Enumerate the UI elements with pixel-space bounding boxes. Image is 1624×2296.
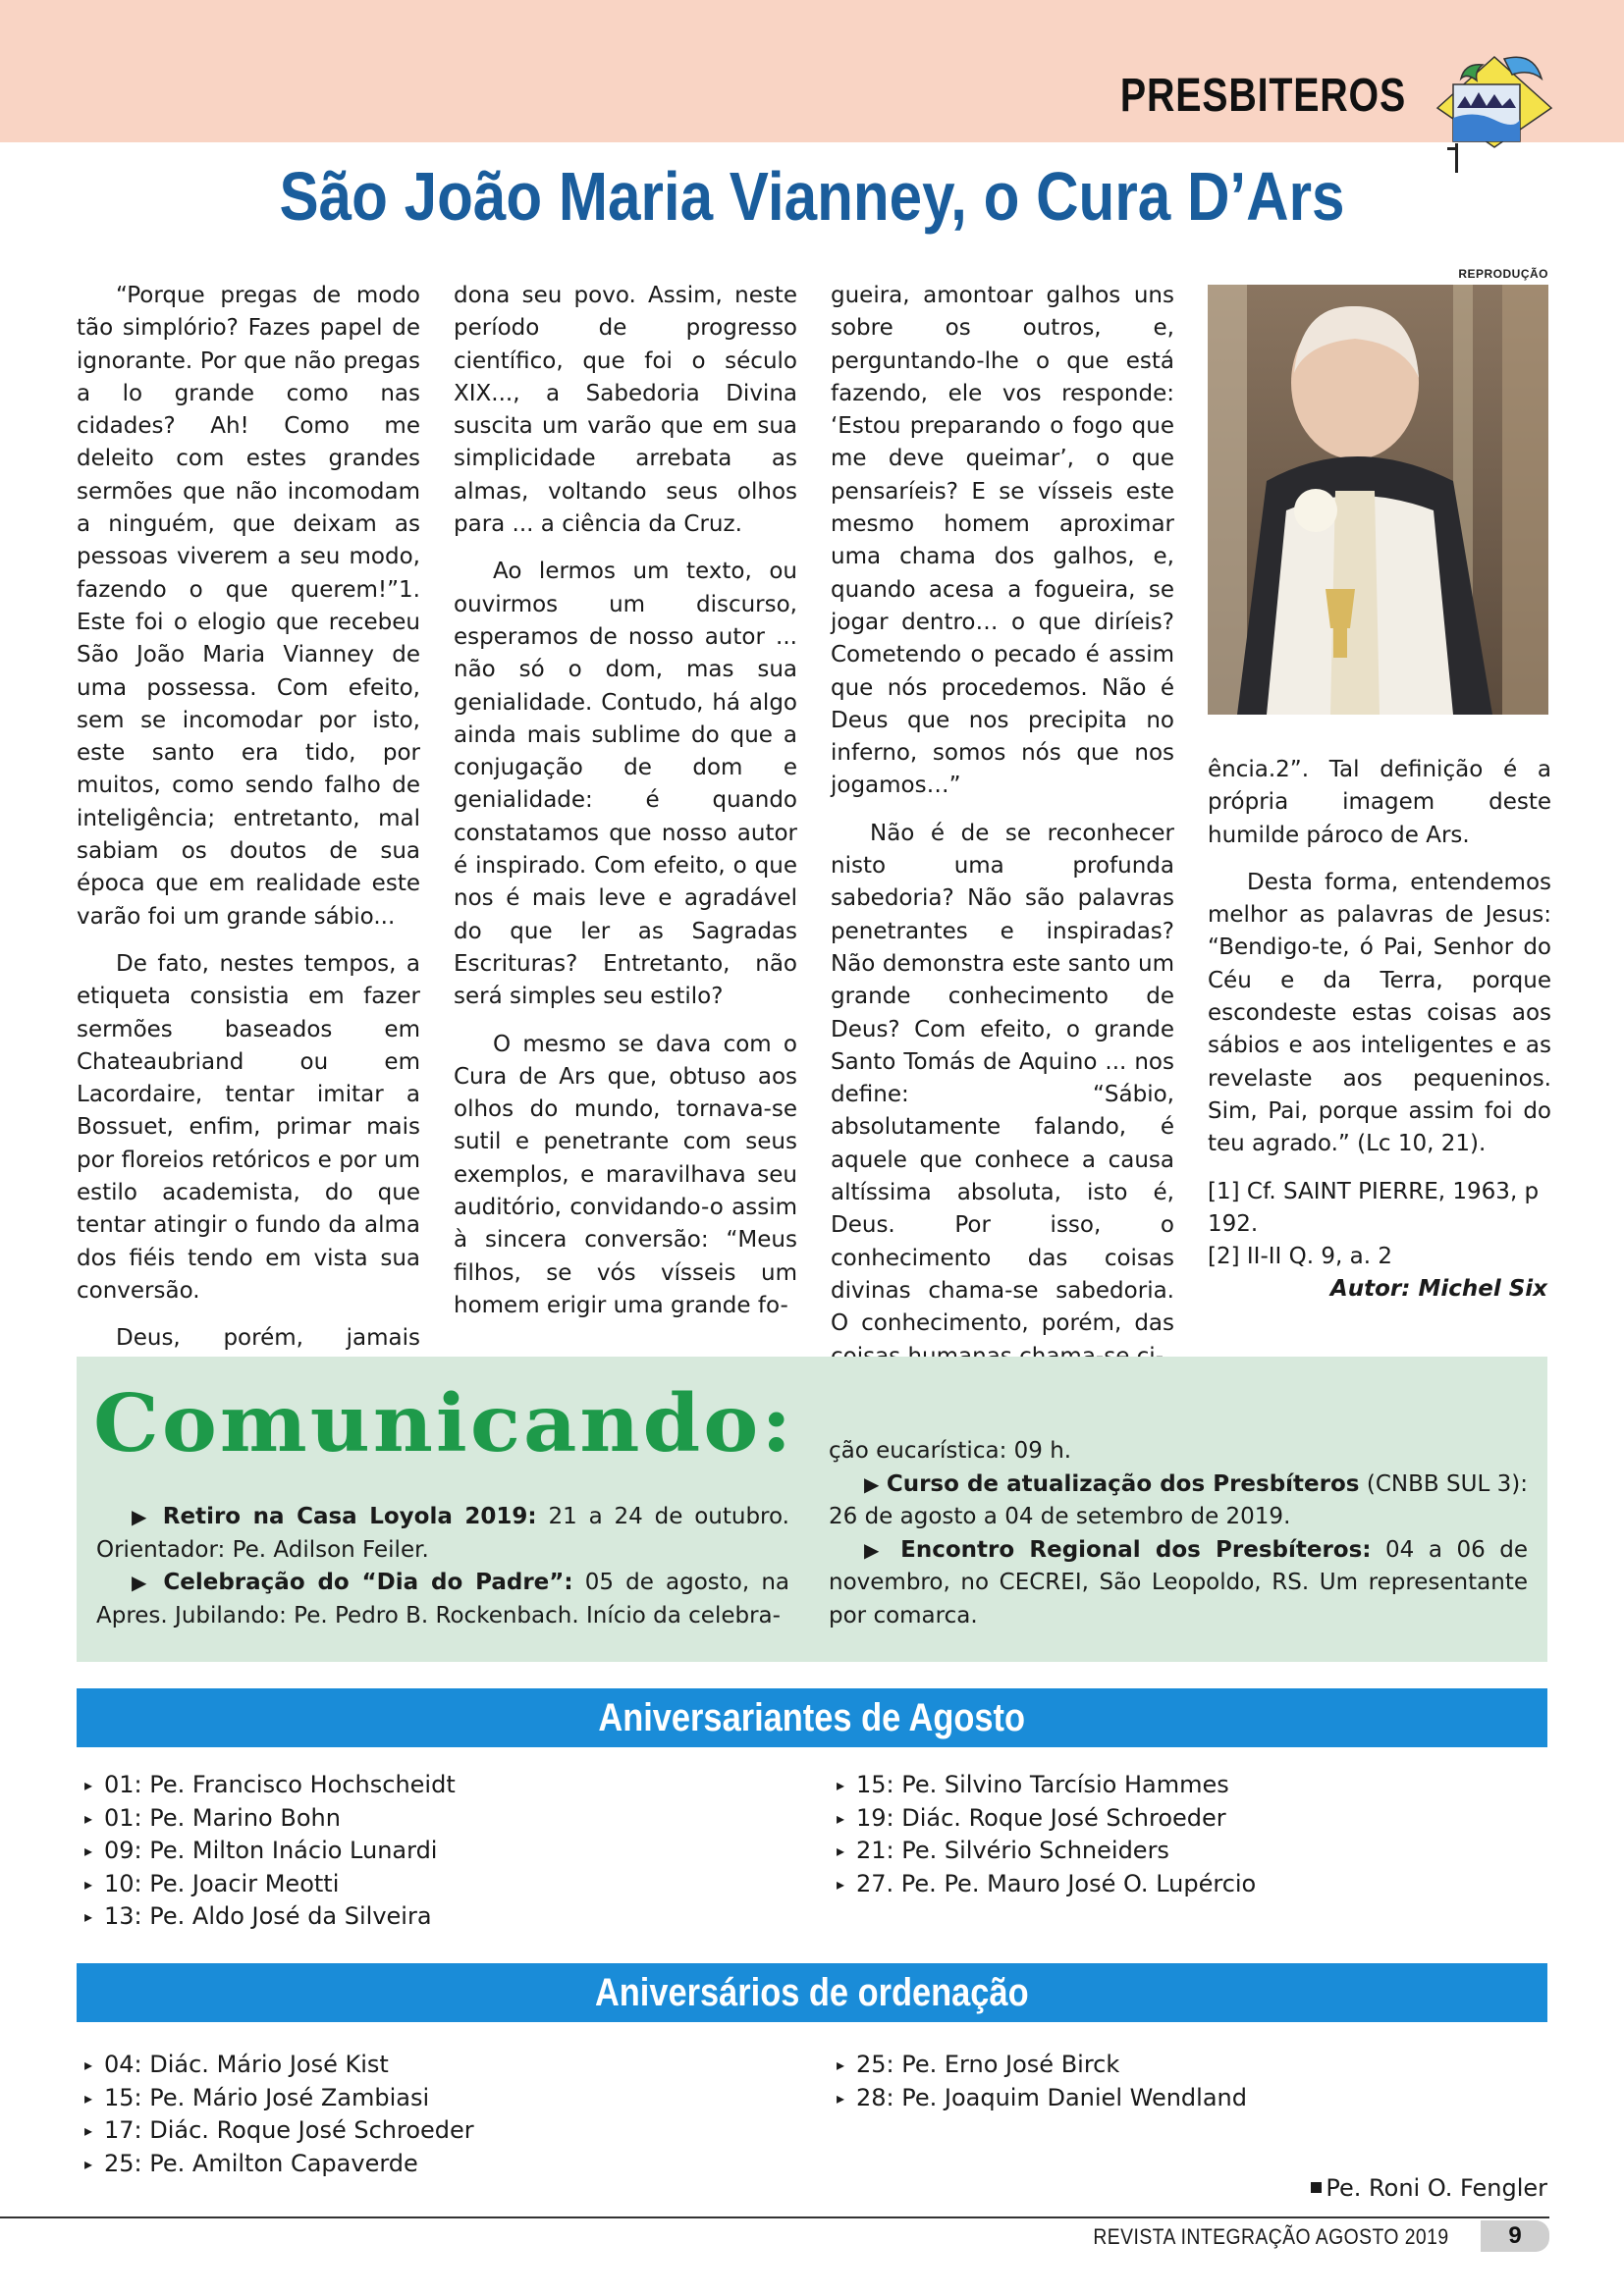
caret-right-icon: ▸ bbox=[837, 1808, 845, 1828]
list-item bbox=[84, 2082, 474, 2115]
paragraph: De fato, nestes tempos, a etiqueta consistia em fazer sermões baseados em Chateaubriand ou em Lacordaire, tentar imitar a Bossuet, enfim, primar mais por floreios retóricos e por um estilo academista, do que tentar atingir o fundo da alma dos fiéis tendo em vista sua conversão. bbox=[77, 950, 420, 1304]
article-column-1 bbox=[77, 280, 420, 1403]
list-item-text: 01: Pe. Marino Bohn bbox=[104, 1803, 341, 1832]
paragraph: Não é de se reconhecer nisto uma profunda sabedoria? Não são palavras penetrantes e inspiradas? Não demonstra este santo um grande conhecimento de Deus? Com efeito, o grande Santo Tomás de Aquino ... nos define: “Sábio, absolutamente falando, é aquele que conhece a causa altíssima absoluta, isto é, Deus. Por isso, o conhecimento das coisas divinas chama-se sabedoria. O conhecimento, porém, das bbox=[831, 820, 1174, 1337]
comunicando-left-column bbox=[96, 1501, 789, 1632]
publication-name: REVISTA INTEGRAÇÃO AGOSTO 2019 bbox=[1093, 2224, 1449, 2249]
list-item bbox=[837, 1835, 1256, 1868]
triangle-right-icon: ▶ bbox=[132, 1505, 151, 1528]
list-item-text: 01: Pe. Francisco Hochscheidt bbox=[104, 1771, 456, 1798]
list-item bbox=[84, 1835, 456, 1868]
list-item bbox=[84, 2049, 474, 2082]
list-item bbox=[837, 1769, 1256, 1802]
list-item-text: 27. Pe. Pe. Mauro José O. Lupércio bbox=[856, 1869, 1257, 1897]
list-item bbox=[84, 1802, 456, 1836]
triangle-right-icon: ▶ bbox=[864, 1471, 880, 1496]
paragraph: Ao lermos um texto, ou ouvirmos um discurso, esperamos de nosso autor ... não só o dom, mas sua genialidade. Contudo, há algo ainda mais sublime do que a conjugação de dom e genialidade: é quando constatamos que nosso autor é inspirado. Com efeito, o que nos é mais leve e agradável do que ler as Sagradas Escrituras? Entretanto, não será simples seu estilo? bbox=[454, 559, 797, 1010]
list-item-text: 15: Pe. Silvino Tarcísio Hammes bbox=[856, 1771, 1229, 1798]
footnote: [1] Cf. SAINT PIERRE, 1963, p 192. bbox=[1208, 1179, 1540, 1237]
aniversariantes-header bbox=[77, 1688, 1547, 1747]
paragraph: Desta forma, entendemos melhor as palavras de Jesus: “Bendigo-te, ó Pai, Senhor do Céu e da Terra, porque escondeste estas coisas aos sábios e aos inteligentes e as revelaste aos pequeninos. Sim, Pai, porque assim foi do teu agrado.” (Lc 10, 21). bbox=[1208, 869, 1551, 1157]
list-item-text: 17: Diác. Roque José Schroeder bbox=[104, 2116, 474, 2144]
list-item bbox=[84, 1900, 456, 1934]
notice-label: Celebração do “Dia do Padre”: bbox=[163, 1570, 573, 1595]
list-item-text: 13: Pe. Aldo José da Silveira bbox=[104, 1902, 432, 1930]
caret-right-icon: ▸ bbox=[84, 1874, 93, 1894]
article-column-2 bbox=[454, 280, 797, 1337]
caret-right-icon: ▸ bbox=[837, 1776, 845, 1794]
ordenacao-header bbox=[77, 1963, 1547, 2022]
list-item-text: 28: Pe. Joaquim Daniel Wendland bbox=[856, 2083, 1247, 2111]
article-title: São João Maria Vianney, o Cura D’Ars bbox=[279, 158, 1345, 235]
notice-retiro bbox=[96, 1501, 789, 1567]
notice-label: Curso de atualização dos Presbíteros bbox=[886, 1470, 1360, 1497]
notice-curso bbox=[829, 1468, 1528, 1534]
notice-text: (CNBB SUL 3): 26 de agosto a 04 de setembro de 2019. bbox=[829, 1470, 1528, 1529]
aniversariantes-list-right bbox=[837, 1769, 1256, 1900]
list-item-text: 09: Pe. Milton Inácio Lunardi bbox=[104, 1837, 438, 1864]
list-item bbox=[84, 2148, 474, 2181]
aniversariantes-list-left bbox=[84, 1769, 456, 1934]
list-item-text: 04: Diác. Mário José Kist bbox=[104, 2051, 389, 2078]
square-bullet-icon bbox=[1311, 2182, 1322, 2193]
paragraph: dona seu povo. Assim, neste período de progresso científico, que foi o século XIX..., a Sabedoria Divina suscita um varão que em sua simplicidade arrebata as almas, voltando seus olhos para ... a ciência da Cruz. bbox=[454, 283, 797, 538]
footnotes bbox=[1208, 1176, 1551, 1273]
footer-divider bbox=[0, 2216, 1549, 2218]
notice-continuation: ção eucarística: 09 h. bbox=[829, 1438, 1072, 1464]
section-title: Aniversários de ordenação bbox=[595, 1971, 1029, 2014]
caret-right-icon: ▸ bbox=[84, 1776, 93, 1794]
triangle-right-icon: ▶ bbox=[132, 1571, 152, 1594]
signature-text: Pe. Roni O. Fengler bbox=[1326, 2174, 1547, 2202]
list-item bbox=[84, 2114, 474, 2148]
list-item-text: 19: Diác. Roque José Schroeder bbox=[856, 1803, 1226, 1832]
footnote: [2] II-II Q. 9, a. 2 bbox=[1208, 1244, 1392, 1269]
list-item bbox=[837, 1868, 1256, 1901]
caret-right-icon: ▸ bbox=[837, 2088, 845, 2108]
caret-right-icon: ▸ bbox=[84, 2121, 93, 2140]
notice-text: 05 de agosto, na Apres. Jubilando: Pe. Pedro B. Rockenbach. Início da celebra- bbox=[96, 1570, 789, 1629]
article-column-3 bbox=[831, 280, 1174, 1388]
caret-right-icon: ▸ bbox=[84, 1907, 93, 1926]
list-item bbox=[837, 2082, 1247, 2115]
ordenacao-list-left bbox=[84, 2049, 474, 2180]
caret-right-icon: ▸ bbox=[837, 1842, 845, 1860]
section-label: PRESBITEROS bbox=[1119, 70, 1406, 122]
caret-right-icon: ▸ bbox=[84, 1808, 93, 1828]
caret-right-icon: ▸ bbox=[84, 1842, 93, 1860]
photo-credit: REPRODUÇÃO bbox=[1458, 267, 1548, 281]
list-item-text: 25: Pe. Erno José Birck bbox=[856, 2051, 1120, 2078]
article-author: Autor: Michel Six bbox=[1329, 1276, 1547, 1302]
notice-text: 04 a 06 de novembro, no CECREI, São Leopoldo, RS. Um representante por comarca. bbox=[829, 1536, 1529, 1629]
notice-dia-do-padre bbox=[96, 1567, 789, 1632]
paragraph: gueira, amontoar galhos uns sobre os outros, e, perguntando-lhe o que está fazendo, ele vos responde: ‘Estou preparando o fogo que me deve queimar’, o que pensaríeis? E se vísseis este mesmo homem aproximar uma chama dos galhos, e, quando acesa a fogueira, se jogar dentro… o que diríeis? Cometendo o pecado é assim que nós procedemos. Não é Deus que nos precipita no inferno, somos nós que nos jogamos…” bbox=[831, 283, 1174, 799]
list-item bbox=[837, 2049, 1247, 2082]
caret-right-icon: ▸ bbox=[84, 2154, 93, 2173]
paragraph: ência.2”. Tal definição é a própria imagem deste humilde pároco de Ars. bbox=[1208, 757, 1551, 848]
notice-label: Encontro Regional dos Presbíteros: bbox=[900, 1536, 1372, 1563]
list-item bbox=[84, 1868, 456, 1901]
page-number: 9 bbox=[1481, 2220, 1549, 2252]
notice-encontro bbox=[829, 1534, 1528, 1633]
paragraph: “Porque pregas de modo tão simplório? Fazes papel de ignorante. Por que não pregas a lo grande como nas cidades? Ah! Como me deleito com estes grandes sermões que não incomodam a ninguém, que deixam as pessoas viverem a seu modo, fazendo o que querem!”1. Este foi o elogio que recebeu São João Maria Vianney de uma possessa. Com efeito, sem se incomodar por isto, este santo era tido, por muitos, como sendo falho de inteligência; entretanto, mal sabiam os doutos de sua época que em realidade este varão foi um grande sábio... bbox=[77, 283, 420, 930]
list-item-text: 15: Pe. Mário José Zambiasi bbox=[104, 2083, 430, 2111]
section-title: Aniversariantes de Agosto bbox=[598, 1696, 1026, 1739]
list-item-text: 25: Pe. Amilton Capaverde bbox=[104, 2149, 418, 2177]
signature bbox=[1311, 2174, 1547, 2202]
notice-label: Retiro na Casa Loyola 2019: bbox=[162, 1504, 537, 1529]
list-item bbox=[84, 1769, 456, 1802]
caret-right-icon: ▸ bbox=[84, 2056, 93, 2074]
article-column-4 bbox=[1208, 754, 1551, 1176]
notice-text: 21 a 24 de outubro. Orientador: Pe. Adilson Feiler. bbox=[96, 1504, 789, 1563]
comunicando-right-column bbox=[829, 1435, 1528, 1632]
list-item-text: 10: Pe. Joacir Meotti bbox=[104, 1869, 340, 1897]
paragraph: O mesmo se dava com o Cura de Ars que, obtuso aos olhos do mundo, tornava-se sutil e penetrante com seus exemplos, e maravilhava seu auditório, convidando-o assim à sincera conversão: “Meus filhos, se vós vísseis um homem erigir uma grande fo- bbox=[454, 1031, 797, 1318]
list-item-text: 21: Pe. Silvério Schneiders bbox=[856, 1837, 1169, 1864]
triangle-right-icon: ▶ bbox=[864, 1537, 887, 1562]
list-item bbox=[837, 1802, 1256, 1836]
saint-statue-photo bbox=[1208, 285, 1548, 715]
caret-right-icon: ▸ bbox=[837, 2056, 845, 2074]
ordenacao-list-right bbox=[837, 2049, 1247, 2114]
paragraph: Deus, porém, jamais bbox=[116, 1325, 420, 1352]
caret-right-icon: ▸ bbox=[837, 1874, 845, 1894]
caret-right-icon: ▸ bbox=[84, 2088, 93, 2108]
comunicando-title: Comunicando: bbox=[93, 1375, 795, 1470]
